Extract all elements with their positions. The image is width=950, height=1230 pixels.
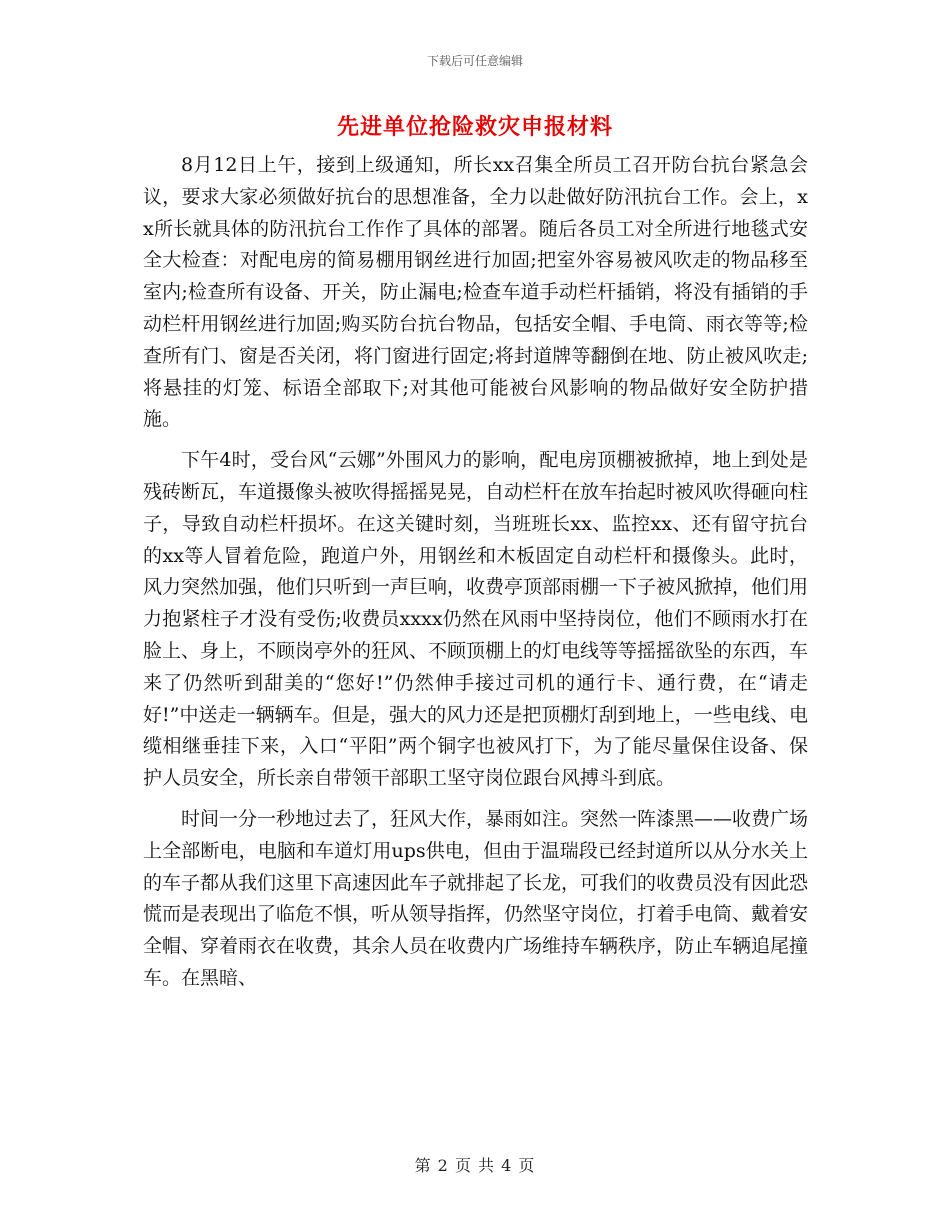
document-body: [143, 150, 808, 1004]
paragraph-2: 下午4时，受台风“云娜”外围风力的影响，配电房顶棚被掀掉，地上到处是残砖断瓦，车道摄像头被吹得摇摇晃晃，自动栏杆在放车抬起时被风吹得砸向柱子，导致自动栏杆损坏。在这关键时刻，当班班长xx、监控xx、还有留守抗台的xx等人冒着危险，跑道户外，用钢丝和木板固定自动栏杆和摄像头。此时，风力突然加强，他们只听到一声巨响，收费亭顶部雨棚一下子被风掀掉，他们用力抱紧柱子才没有受伤;收费员xxxx仍然在风雨中坚持岗位，他们不顾雨水打在脸上、身上，不顾岗亭外的狂风、不顾顶棚上的灯电线等等摇摇欲坠的东西，车来了仍然听到甜美的“您好!”仍然伸手接过司机的通行卡、通行费，在“请走好!”中送走一辆辆车。但是，强大的风力还是把顶棚灯刮到地上，一些电线、电缆相继垂挂下来，入口“平阳”两个铜字也被风打下，为了能尽量保住设备、保护人员安全，所长亲自带领干部职工坚守岗位跟台风搏斗到底。: [143, 449, 809, 790]
paragraph-1: 8月12日上午，接到上级通知，所长xx召集全所员工召开防台抗台紧急会议，要求大家必须做好抗台的思想准备，全力以赴做好防汛抗台工作。会上，xx所长就具体的防汛抗台工作作了具体的部署。随后各员工对全所进行地毯式安全大检查：对配电房的简易棚用钢丝进行加固;把室外容易被风吹走的物品移至室内;检查所有设备、开关，防止漏电;检查车道手动栏杆插销，将没有插销的手动栏杆用钢丝进行加固;购买防台抗台物品，包括安全帽、手电筒、雨衣等等;检查所有门、窗是否关闭，将门窗进行固定;将封道牌等翻倒在地、防止被风吹走;将悬挂的灯笼、标语全部取下;对其他可能被台风影响的物品做好安全防护措施。: [143, 154, 808, 431]
page-number-footer: 第 2 页 共 4 页: [414, 1156, 536, 1175]
page-header-note: 下载后可任意编辑: [426, 54, 523, 68]
document-title: 先进单位抢险救灾申报材料: [336, 114, 613, 140]
paragraph-3: 时间一分一秒地过去了，狂风大作，暴雨如注。突然一阵漆黑——收费广场上全部断电，电脑和车道灯用ups供电，但由于温瑞段已经封道所以从分水关上的车子都从我们这里下高速因此车子就排起了长龙，可我们的收费员没有因此恐慌而是表现出了临危不惧，听从领导指挥，仍然坚守岗位，打着手电筒、戴着安全帽、穿着雨衣在收费，其余人员在收费内广场维持车辆秩序，防止车辆追尾撞车。在黑暗、: [143, 807, 809, 989]
